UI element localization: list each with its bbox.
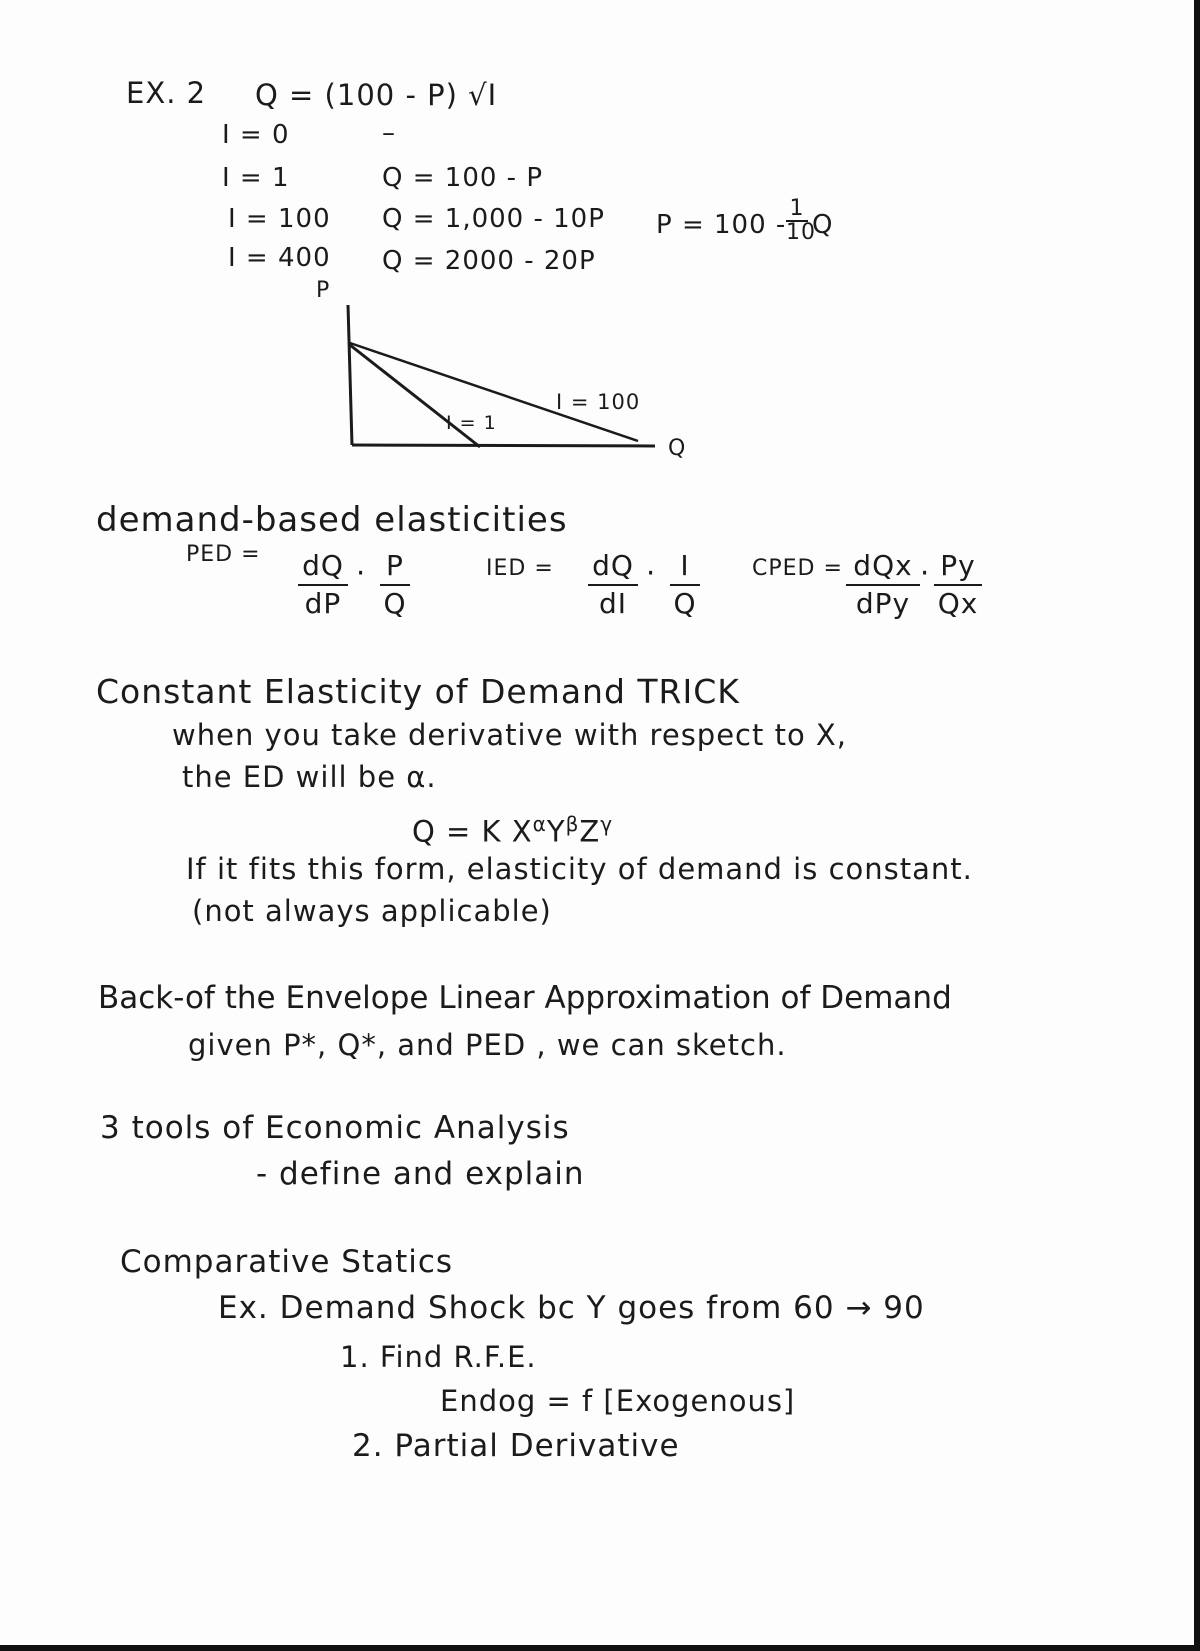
cped-fraction-1	[846, 548, 920, 622]
inverse-demand: P = 100 -	[656, 210, 787, 240]
ied-label: IED =	[486, 556, 554, 581]
income-value-3: I = 400	[228, 243, 331, 273]
ied-f2-num: I	[670, 548, 700, 586]
cped-dot: ·	[920, 556, 931, 590]
statics-step-1-sub: Endog = f [Exogenous]	[440, 1384, 796, 1418]
ped-f2-num: P	[380, 548, 410, 586]
inverse-fraction-denominator: 10	[786, 220, 816, 245]
envelope-heading: Back-of the Envelope Linear Approximation of Demand	[98, 980, 952, 1016]
inverse-demand-q: Q	[812, 210, 834, 240]
demand-eq-1: Q = 100 - P	[382, 163, 543, 193]
graph-q-label: Q	[668, 436, 687, 461]
constant-line-3: If it fits this form, elasticity of demand is constant.	[186, 852, 973, 886]
statics-line-1: Ex. Demand Shock bc Y goes from 60 → 90	[218, 1290, 925, 1326]
ped-fraction-1	[298, 548, 348, 622]
statics-step-1: 1. Find R.F.E.	[340, 1340, 537, 1374]
page-right-border	[1194, 0, 1200, 1651]
constant-line-2: the ED will be α.	[182, 760, 437, 794]
cped-f1-num: dQx	[846, 548, 920, 586]
tools-line-1: - define and explain	[256, 1156, 585, 1192]
envelope-line-1: given P*, Q*, and PED , we can sketch.	[188, 1028, 787, 1062]
cped-f2-den: Qx	[937, 587, 979, 620]
ied-fraction-1	[588, 548, 638, 622]
formula-exp-alpha: α	[532, 812, 547, 836]
ied-dot: ·	[646, 556, 657, 590]
constant-formula	[412, 812, 613, 849]
demand-eq-0: –	[382, 118, 396, 148]
elasticities-heading: demand-based elasticities	[96, 500, 568, 540]
ped-label: PED =	[186, 542, 261, 567]
formula-z: Z	[579, 814, 601, 849]
constant-line-1: when you take derivative with respect to X,	[172, 718, 847, 752]
constant-line-4: (not always applicable)	[192, 894, 552, 928]
cped-f2-num: Py	[934, 548, 982, 586]
statics-step-2: 2. Partial Derivative	[352, 1428, 680, 1464]
ped-f2-den: Q	[383, 587, 407, 620]
income-value-2: I = 100	[228, 204, 331, 234]
formula-y: Y	[546, 814, 566, 849]
formula-base: Q = K X	[412, 814, 533, 849]
statics-heading: Comparative Statics	[120, 1244, 454, 1280]
formula-exp-gamma: γ	[600, 812, 614, 836]
cped-f1-den: dPy	[855, 587, 911, 620]
cped-label: CPED =	[752, 556, 843, 581]
ied-f1-den: dI	[598, 587, 628, 620]
example-equation: Q = (100 - P) √I	[255, 78, 498, 112]
ped-fraction-2	[380, 548, 410, 622]
line-label-i100: I = 100	[556, 390, 641, 414]
tools-heading: 3 tools of Economic Analysis	[100, 1110, 570, 1146]
cped-fraction-2	[934, 548, 982, 622]
example-label: EX. 2	[126, 76, 207, 110]
demand-eq-3: Q = 2000 - 20P	[382, 246, 596, 276]
page-bottom-border	[0, 1645, 1200, 1651]
ped-f1-num: dQ	[298, 548, 348, 586]
ied-f2-den: Q	[673, 587, 697, 620]
graph-x-axis	[352, 445, 655, 446]
ped-dot: ·	[356, 556, 367, 590]
income-value-1: I = 1	[222, 163, 290, 193]
ped-f1-den: dP	[304, 587, 342, 620]
income-value-0: I = 0	[222, 120, 290, 150]
ied-fraction-2	[670, 548, 700, 622]
ied-f1-num: dQ	[588, 548, 638, 586]
line-label-i1: I = 1	[446, 412, 497, 434]
constant-elasticity-heading: Constant Elasticity of Demand TRICK	[96, 672, 740, 711]
formula-exp-beta: β	[565, 812, 580, 836]
inverse-fraction-numerator: 1	[786, 198, 808, 222]
graph-p-label: P	[316, 278, 331, 303]
demand-eq-2: Q = 1,000 - 10P	[382, 204, 605, 234]
graph-y-axis	[348, 305, 352, 445]
